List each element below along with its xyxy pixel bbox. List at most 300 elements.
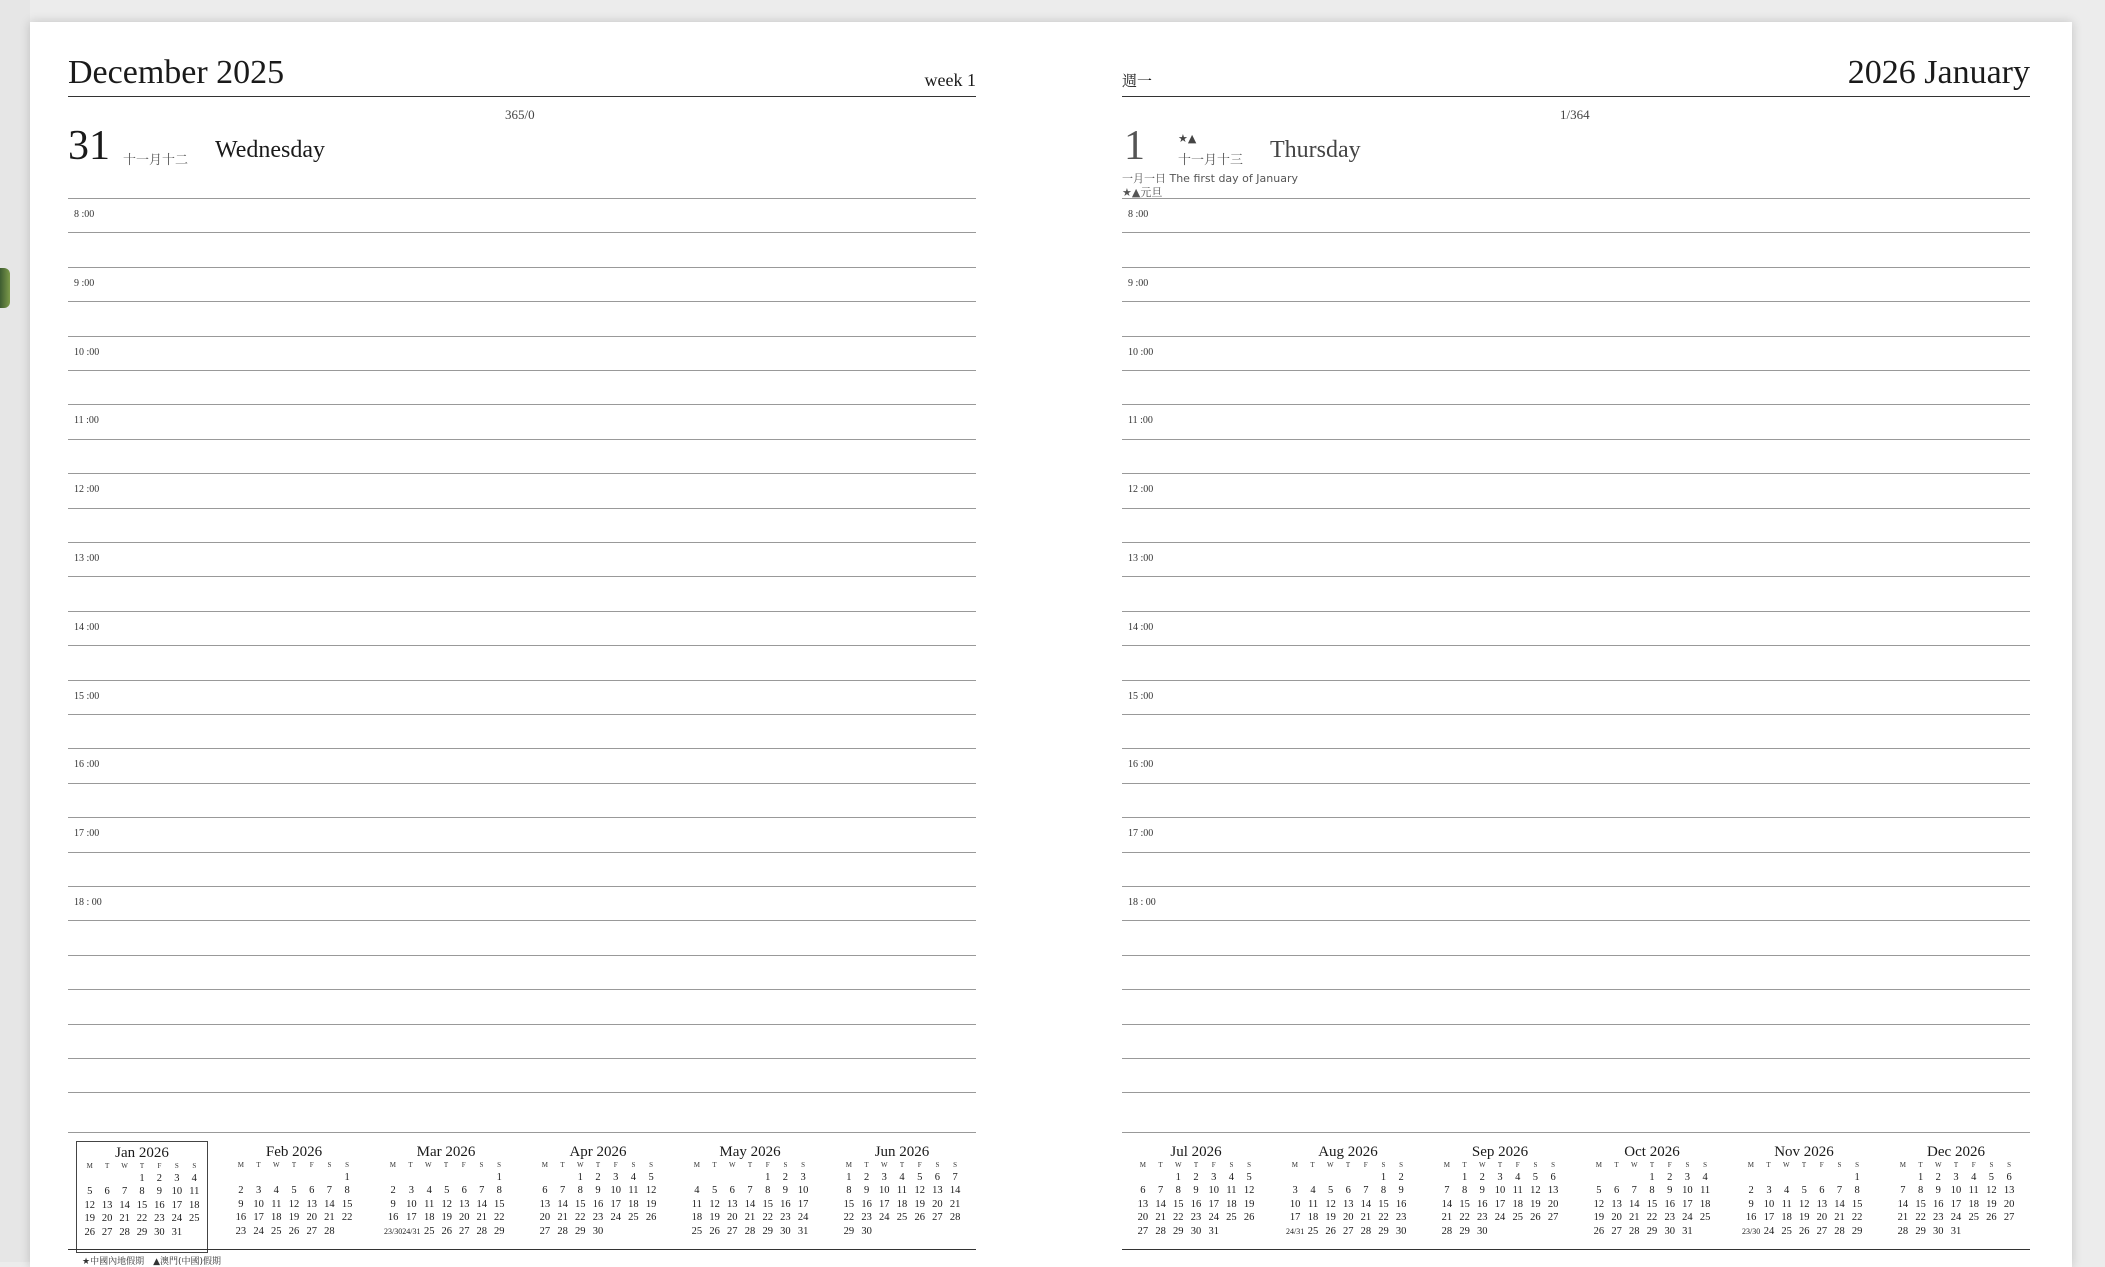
mini-calendar-day[interactable]: 25	[189, 1213, 200, 1225]
mini-calendar-day[interactable]: 12	[645, 1185, 657, 1197]
mini-calendar-day[interactable]: 28	[1360, 1225, 1372, 1237]
time-row[interactable]	[68, 714, 976, 749]
mini-calendar-day[interactable]: 23	[1395, 1212, 1407, 1224]
mini-calendar-day[interactable]: 27	[539, 1225, 551, 1237]
mini-calendar-day[interactable]: 2	[782, 1172, 789, 1183]
mini-calendar-day[interactable]: 17	[1494, 1198, 1506, 1210]
mini-calendar-day[interactable]: 17	[610, 1198, 621, 1210]
mini-calendar-day[interactable]: 19	[1593, 1212, 1605, 1224]
mini-calendar-day[interactable]: 16	[154, 1199, 165, 1211]
mini-calendar-day[interactable]: 23	[861, 1212, 872, 1224]
mini-calendar-day[interactable]: 7	[1444, 1185, 1450, 1197]
mini-calendar-day[interactable]: 29	[136, 1226, 148, 1238]
mini-calendar[interactable]	[836, 1141, 968, 1253]
mini-calendar-day[interactable]: 8	[1854, 1185, 1860, 1197]
mini-calendar-day[interactable]: 6	[729, 1185, 735, 1197]
time-row[interactable]	[1122, 1058, 2030, 1093]
mini-calendar-day[interactable]: 14	[1629, 1198, 1640, 1210]
mini-calendar-day[interactable]: 2	[1479, 1172, 1485, 1183]
mini-calendar-day[interactable]: 25	[1781, 1225, 1792, 1237]
mini-calendar-day[interactable]: 21	[1441, 1212, 1453, 1224]
mini-calendar-day[interactable]: 28	[557, 1225, 568, 1237]
mini-calendar-day[interactable]: 8	[1175, 1185, 1181, 1197]
mini-calendar-day[interactable]: 25	[271, 1225, 282, 1237]
mini-calendar-day[interactable]: 16	[1190, 1198, 1202, 1210]
mini-calendar-day[interactable]: 20	[727, 1212, 738, 1224]
mini-calendar-day[interactable]: 17	[879, 1198, 890, 1210]
mini-calendar-day[interactable]: 16	[1933, 1198, 1944, 1210]
mini-calendar-day[interactable]: 15	[762, 1198, 773, 1210]
mini-calendar-day[interactable]: 23	[1933, 1212, 1944, 1224]
mini-calendar-day[interactable]: 20	[932, 1198, 943, 1210]
mini-calendar-day[interactable]: 15	[493, 1198, 505, 1210]
mini-calendar-day[interactable]: 1	[577, 1172, 583, 1183]
mini-calendar-day[interactable]: 5	[291, 1185, 297, 1197]
mini-calendar[interactable]	[228, 1141, 360, 1253]
mini-calendar-day[interactable]: 14	[1360, 1198, 1372, 1210]
mini-calendar-day[interactable]: 15	[1915, 1198, 1926, 1210]
mini-calendar-day[interactable]: 11	[691, 1198, 702, 1210]
mini-calendar-day[interactable]: 10	[879, 1185, 890, 1197]
mini-calendar-day[interactable]: 13	[1547, 1185, 1559, 1197]
time-row[interactable]	[68, 817, 976, 852]
mini-calendar-day[interactable]: 2	[1667, 1172, 1673, 1183]
mini-calendar-day[interactable]: 16	[1745, 1212, 1757, 1224]
mini-calendar-day[interactable]: 26	[1243, 1212, 1255, 1224]
mini-calendar-day[interactable]: 3	[174, 1173, 180, 1184]
mini-calendar-day[interactable]: 1	[139, 1173, 145, 1184]
mini-calendar-day[interactable]: 2	[863, 1172, 870, 1183]
mini-calendar-day[interactable]: 26	[441, 1225, 452, 1237]
mini-calendar-day[interactable]: 1	[1380, 1172, 1387, 1183]
mini-calendar-day[interactable]: 22	[341, 1212, 353, 1224]
mini-calendar-day[interactable]: 15	[1173, 1198, 1184, 1210]
mini-calendar-day[interactable]: 9	[390, 1198, 396, 1210]
mini-calendar-day[interactable]: 18	[691, 1212, 703, 1224]
mini-calendar-day[interactable]: 28	[1155, 1225, 1166, 1237]
mini-calendar-day[interactable]: 12	[1799, 1198, 1810, 1210]
mini-calendar-day[interactable]: 7	[1157, 1185, 1164, 1197]
mini-calendar-day[interactable]: 5	[1328, 1185, 1334, 1197]
mini-calendar-day[interactable]: 2	[1398, 1172, 1404, 1183]
mini-calendar-day[interactable]: 8	[139, 1186, 145, 1198]
mini-calendar-day[interactable]: 4	[273, 1185, 279, 1197]
mini-calendar-day[interactable]: 22	[1851, 1212, 1863, 1224]
mini-calendar-day[interactable]: 11	[189, 1186, 200, 1198]
mini-calendar-day[interactable]: 25	[896, 1212, 908, 1224]
time-row[interactable]	[1122, 1024, 2030, 1059]
mini-calendar-day[interactable]: 10	[1289, 1198, 1301, 1210]
mini-calendar-day[interactable]: 10	[1208, 1185, 1219, 1197]
mini-calendar-day[interactable]: 29	[1646, 1225, 1658, 1237]
mini-calendar-day[interactable]: 9	[156, 1186, 163, 1198]
mini-calendar-day[interactable]: 28	[1834, 1225, 1845, 1237]
mini-calendar-day[interactable]: 6	[1345, 1185, 1351, 1197]
mini-calendar-day[interactable]: 24	[879, 1212, 890, 1224]
mini-calendar-day[interactable]: 20	[1816, 1212, 1828, 1224]
mini-calendar-day[interactable]: 3	[881, 1172, 887, 1183]
time-row[interactable]	[68, 198, 976, 233]
mini-calendar-day[interactable]: 25	[423, 1225, 435, 1237]
mini-calendar[interactable]	[1434, 1141, 1566, 1253]
mini-calendar-day[interactable]: 23	[780, 1212, 791, 1224]
time-row[interactable]	[68, 886, 976, 921]
mini-calendar-day[interactable]: 24	[1494, 1212, 1506, 1224]
time-row[interactable]	[68, 783, 976, 818]
time-row[interactable]	[68, 508, 976, 543]
mini-calendar-day[interactable]: 16	[387, 1212, 399, 1224]
mini-calendar-day[interactable]: 1	[344, 1172, 350, 1183]
mini-calendar-day[interactable]: 16	[1395, 1198, 1407, 1210]
mini-calendar-day[interactable]: 6	[1140, 1185, 1146, 1197]
mini-calendar-day[interactable]: 6	[309, 1185, 315, 1197]
time-row[interactable]	[1122, 473, 2030, 508]
time-row[interactable]	[1122, 439, 2030, 474]
mini-calendar-day[interactable]: 19	[1986, 1198, 1997, 1210]
time-row[interactable]	[68, 955, 976, 990]
mini-calendar-day[interactable]: 4	[694, 1185, 700, 1197]
mini-calendar-day[interactable]: 19	[1243, 1198, 1255, 1210]
mini-calendar-day[interactable]: 11	[424, 1198, 435, 1210]
mini-calendar-day[interactable]: 11	[628, 1185, 639, 1197]
mini-calendar-day[interactable]: 29	[1378, 1225, 1389, 1237]
mini-calendar-day[interactable]: 27	[1137, 1225, 1149, 1237]
mini-calendar-day[interactable]: 14	[324, 1198, 335, 1210]
mini-calendar-day[interactable]: 1	[1917, 1172, 1924, 1183]
mini-calendar-day[interactable]: 29	[1173, 1225, 1184, 1237]
mini-calendar-day[interactable]: 28	[324, 1225, 335, 1237]
mini-calendar-day[interactable]: 3	[1497, 1172, 1503, 1183]
time-row[interactable]	[68, 920, 976, 955]
mini-calendar-day[interactable]: 11	[896, 1185, 908, 1197]
mini-calendar-day[interactable]: 8	[1917, 1185, 1924, 1197]
mini-calendar[interactable]	[1282, 1141, 1414, 1253]
mini-calendar-day[interactable]: 27	[1611, 1225, 1622, 1237]
mini-calendar-day[interactable]: 25	[1307, 1225, 1319, 1237]
mini-calendar-day[interactable]: 24	[797, 1212, 809, 1224]
time-row[interactable]	[68, 852, 976, 887]
mini-calendar-day[interactable]: 7	[1900, 1185, 1906, 1197]
mini-calendar-day[interactable]: 12	[84, 1199, 95, 1211]
mini-calendar-day[interactable]: 14	[1441, 1198, 1453, 1210]
mini-calendar-day[interactable]: 23/30	[384, 1226, 403, 1236]
time-row[interactable]	[1122, 232, 2030, 267]
mini-calendar-day[interactable]: 29	[762, 1225, 773, 1237]
mini-calendar-day[interactable]: 24	[1763, 1225, 1775, 1237]
time-row[interactable]	[68, 542, 976, 577]
mini-calendar-day[interactable]: 17	[1950, 1198, 1962, 1210]
mini-calendar-day[interactable]: 26	[1593, 1225, 1605, 1237]
time-row[interactable]	[68, 1024, 976, 1059]
mini-calendar-day[interactable]: 6	[104, 1186, 110, 1198]
mini-calendar-day[interactable]: 26	[1530, 1212, 1541, 1224]
mini-calendar-day[interactable]: 9	[238, 1198, 244, 1210]
time-row[interactable]	[68, 267, 976, 302]
mini-calendar-day[interactable]: 15	[341, 1198, 353, 1210]
mini-calendar-day[interactable]: 21	[1629, 1212, 1640, 1224]
mini-calendar-day[interactable]: 9	[782, 1185, 789, 1197]
mini-calendar-day[interactable]: 26	[1986, 1212, 1997, 1224]
mini-calendar-day[interactable]: 15	[843, 1198, 855, 1210]
mini-calendar-day[interactable]: 13	[1343, 1198, 1354, 1210]
mini-calendar-day[interactable]: 3	[255, 1185, 262, 1197]
time-row[interactable]	[68, 473, 976, 508]
mini-calendar-day[interactable]: 24/31	[402, 1226, 421, 1236]
mini-calendar-day[interactable]: 8	[846, 1185, 852, 1197]
mini-calendar-day[interactable]: 28	[476, 1225, 487, 1237]
mini-calendar-day[interactable]: 14	[557, 1198, 568, 1210]
mini-calendar-day[interactable]: 1	[1175, 1172, 1181, 1183]
mini-calendar-day[interactable]: 13	[932, 1185, 943, 1197]
mini-calendar-day[interactable]: 6	[542, 1185, 548, 1197]
mini-calendar-day[interactable]: 8	[496, 1185, 502, 1197]
mini-calendar-day[interactable]: 1	[1461, 1172, 1468, 1183]
time-row[interactable]	[1122, 817, 2030, 852]
mini-calendar[interactable]	[380, 1141, 512, 1253]
time-row[interactable]	[1122, 714, 2030, 749]
mini-calendar-day[interactable]: 13	[1611, 1198, 1622, 1210]
time-row[interactable]	[1122, 783, 2030, 818]
mini-calendar-day[interactable]: 7	[747, 1185, 753, 1197]
mini-calendar-day[interactable]: 24	[171, 1213, 183, 1225]
time-row[interactable]	[1122, 267, 2030, 302]
mini-calendar-day[interactable]: 20	[306, 1212, 317, 1224]
mini-calendar-day[interactable]: 25	[1699, 1212, 1711, 1224]
mini-calendar-day[interactable]: 13	[458, 1198, 470, 1210]
mini-calendar-day[interactable]: 19	[441, 1212, 452, 1224]
time-row[interactable]	[1122, 404, 2030, 439]
mini-calendar-day[interactable]: 5	[917, 1172, 923, 1183]
mini-calendar-day[interactable]: 5	[1246, 1172, 1252, 1183]
mini-calendar-day[interactable]: 24	[1682, 1212, 1693, 1224]
mini-calendar-day[interactable]: 22	[575, 1212, 586, 1224]
mini-calendar-day[interactable]: 28	[1897, 1225, 1909, 1237]
mini-calendar-day[interactable]: 15	[136, 1199, 148, 1211]
time-row[interactable]	[68, 748, 976, 783]
mini-calendar-day[interactable]: 4	[1702, 1172, 1708, 1183]
mini-calendar[interactable]	[532, 1141, 664, 1253]
mini-calendar-day[interactable]: 30	[1395, 1225, 1407, 1237]
mini-calendar-day[interactable]: 14	[744, 1198, 756, 1210]
mini-calendar-day[interactable]: 3	[800, 1172, 806, 1183]
mini-calendar-day[interactable]: 15	[1378, 1198, 1389, 1210]
mini-calendar-day[interactable]: 26	[645, 1212, 657, 1224]
mini-calendar-day[interactable]: 9	[1667, 1185, 1673, 1197]
mini-calendar-day[interactable]: 24	[1208, 1212, 1219, 1224]
mini-calendar-day[interactable]: 6	[1819, 1185, 1825, 1197]
mini-calendar-day[interactable]: 24/31	[1286, 1226, 1305, 1236]
mini-calendar-day[interactable]: 31	[1950, 1225, 1962, 1237]
mini-calendar-day[interactable]: 29	[843, 1225, 855, 1237]
time-row[interactable]	[1122, 748, 2030, 783]
mini-calendar-day[interactable]: 10	[253, 1198, 264, 1210]
mini-calendar-day[interactable]: 23	[592, 1212, 604, 1224]
time-row[interactable]	[68, 1058, 976, 1093]
time-row[interactable]	[1122, 955, 2030, 990]
mini-calendar-day[interactable]: 31	[171, 1226, 183, 1238]
mini-calendar-day[interactable]: 12	[914, 1185, 925, 1197]
mini-calendar-day[interactable]: 7	[326, 1185, 333, 1197]
mini-calendar-day[interactable]: 10	[1682, 1185, 1693, 1197]
mini-calendar-day[interactable]: 27	[458, 1225, 470, 1237]
mini-calendar-day[interactable]: 22	[136, 1213, 148, 1225]
mini-calendar-day[interactable]: 21	[119, 1213, 130, 1225]
mini-calendar-day[interactable]: 3	[1766, 1185, 1772, 1197]
mini-calendar-day[interactable]: 13	[539, 1198, 551, 1210]
time-row[interactable]	[68, 989, 976, 1024]
mini-calendar-day[interactable]: 13	[306, 1198, 317, 1210]
mini-calendar-day[interactable]: 18	[1968, 1198, 1979, 1210]
mini-calendar[interactable]	[1130, 1141, 1262, 1253]
mini-calendar-day[interactable]: 7	[1836, 1185, 1843, 1197]
mini-calendar[interactable]	[76, 1141, 208, 1253]
mini-calendar-day[interactable]: 29	[1915, 1225, 1926, 1237]
mini-calendar-day[interactable]: 8	[1380, 1185, 1387, 1197]
mini-calendar-day[interactable]: 9	[1935, 1185, 1941, 1197]
mini-calendar-day[interactable]: 12	[709, 1198, 720, 1210]
mini-calendar-day[interactable]: 5	[1801, 1185, 1807, 1197]
time-row[interactable]	[1122, 989, 2030, 1024]
mini-calendar-day[interactable]: 30	[1190, 1225, 1202, 1237]
mini-calendar-day[interactable]: 13	[727, 1198, 738, 1210]
mini-calendar-day[interactable]: 29	[575, 1225, 586, 1237]
mini-calendar-day[interactable]: 6	[934, 1172, 941, 1183]
mini-calendar-day[interactable]: 8	[577, 1185, 583, 1197]
mini-calendar-day[interactable]: 19	[645, 1198, 657, 1210]
time-row[interactable]	[68, 370, 976, 405]
mini-calendar-day[interactable]: 7	[1631, 1185, 1637, 1197]
mini-calendar-day[interactable]: 23	[235, 1225, 247, 1237]
mini-calendar-day[interactable]: 7	[121, 1186, 128, 1198]
mini-calendar-day[interactable]: 4	[1971, 1172, 1977, 1183]
mini-calendar-day[interactable]: 19	[288, 1212, 300, 1224]
mini-calendar-day[interactable]: 2	[595, 1172, 601, 1183]
time-row[interactable]	[1122, 645, 2030, 680]
mini-calendar-day[interactable]: 28	[119, 1226, 130, 1238]
mini-calendar-day[interactable]: 16	[235, 1212, 247, 1224]
mini-calendar-day[interactable]: 21	[1897, 1212, 1909, 1224]
mini-calendar-day[interactable]: 25	[1512, 1212, 1523, 1224]
mini-calendar-day[interactable]: 7	[559, 1185, 566, 1197]
mini-calendar-day[interactable]: 11	[1512, 1185, 1523, 1197]
time-row[interactable]	[68, 404, 976, 439]
mini-calendar-day[interactable]: 22	[843, 1212, 855, 1224]
mini-calendar-day[interactable]: 8	[344, 1185, 350, 1197]
mini-calendar-day[interactable]: 20	[458, 1212, 470, 1224]
mini-calendar-day[interactable]: 4	[426, 1185, 432, 1197]
time-row[interactable]	[68, 232, 976, 267]
mini-calendar-day[interactable]: 27	[306, 1225, 317, 1237]
mini-calendar-day[interactable]: 22	[1459, 1212, 1470, 1224]
mini-calendar-day[interactable]: 7	[952, 1172, 958, 1183]
mini-calendar-day[interactable]: 15	[1646, 1198, 1658, 1210]
mini-calendar-day[interactable]: 21	[1834, 1212, 1845, 1224]
mini-calendar-day[interactable]: 27	[1343, 1225, 1354, 1237]
mini-calendar-day[interactable]: 18	[1512, 1198, 1523, 1210]
mini-calendar-day[interactable]: 18	[628, 1198, 639, 1210]
mini-calendar-day[interactable]: 21	[949, 1198, 961, 1210]
mini-calendar-day[interactable]: 21	[324, 1212, 335, 1224]
mini-calendar-day[interactable]: 18	[189, 1199, 200, 1211]
mini-calendar-day[interactable]: 25	[628, 1212, 639, 1224]
mini-calendar-day[interactable]: 16	[592, 1198, 604, 1210]
mini-calendar-day[interactable]: 10	[1763, 1198, 1775, 1210]
mini-calendar-day[interactable]: 19	[84, 1213, 95, 1225]
mini-calendar-day[interactable]: 20	[1611, 1212, 1622, 1224]
mini-calendar-day[interactable]: 20	[2003, 1198, 2015, 1210]
mini-calendar-day[interactable]: 2	[1748, 1185, 1754, 1197]
mini-calendar-day[interactable]: 14	[949, 1185, 961, 1197]
mini-calendar-day[interactable]: 6	[2006, 1172, 2012, 1183]
mini-calendar-day[interactable]: 16	[1664, 1198, 1675, 1210]
mini-calendar-day[interactable]: 17	[797, 1198, 809, 1210]
mini-calendar-day[interactable]: 6	[1613, 1185, 1620, 1197]
mini-calendar-day[interactable]: 4	[1784, 1185, 1790, 1197]
mini-calendar-day[interactable]: 7	[1363, 1185, 1369, 1197]
mini-calendar-day[interactable]: 16	[1477, 1198, 1488, 1210]
mini-calendar-day[interactable]: 19	[1325, 1212, 1336, 1224]
mini-calendar-day[interactable]: 25	[1968, 1212, 1979, 1224]
mini-calendar-day[interactable]: 4	[899, 1172, 905, 1183]
mini-calendar-day[interactable]: 13	[1816, 1198, 1828, 1210]
mini-calendar-day[interactable]: 30	[1477, 1225, 1488, 1237]
mini-calendar-day[interactable]: 17	[1289, 1212, 1301, 1224]
mini-calendar-day[interactable]: 13	[2003, 1185, 2015, 1197]
mini-calendar-day[interactable]: 18	[1226, 1198, 1237, 1210]
mini-calendar-day[interactable]: 3	[613, 1172, 619, 1183]
mini-calendar-day[interactable]: 31	[797, 1225, 809, 1237]
mini-calendar-day[interactable]: 25	[1226, 1212, 1237, 1224]
mini-calendar-day[interactable]: 20	[539, 1212, 551, 1224]
mini-calendar-day[interactable]: 20	[1137, 1212, 1149, 1224]
mini-calendar-day[interactable]: 10	[610, 1185, 621, 1197]
mini-calendar-day[interactable]: 15	[575, 1198, 586, 1210]
mini-calendar-day[interactable]: 26	[1325, 1225, 1336, 1237]
mini-calendar-day[interactable]: 9	[595, 1185, 601, 1197]
mini-calendar-day[interactable]: 8	[765, 1185, 771, 1197]
mini-calendar-day[interactable]: 20	[101, 1213, 113, 1225]
mini-calendar-day[interactable]: 5	[648, 1172, 654, 1183]
mini-calendar-day[interactable]: 9	[1193, 1185, 1199, 1197]
mini-calendar-day[interactable]: 27	[727, 1225, 738, 1237]
mini-calendar-day[interactable]: 1	[1854, 1172, 1860, 1183]
mini-calendar-day[interactable]: 5	[444, 1185, 450, 1197]
time-row[interactable]	[1122, 576, 2030, 611]
mini-calendar-day[interactable]: 14	[119, 1199, 130, 1211]
mini-calendar-day[interactable]: 9	[1748, 1198, 1754, 1210]
time-row[interactable]	[1122, 920, 2030, 955]
mini-calendar-day[interactable]: 22	[1173, 1212, 1184, 1224]
mini-calendar-day[interactable]: 3	[1292, 1185, 1298, 1197]
mini-calendar-day[interactable]: 5	[87, 1186, 93, 1198]
mini-calendar-day[interactable]: 27	[2003, 1212, 2015, 1224]
mini-calendar-day[interactable]: 2	[238, 1185, 244, 1197]
mini-calendar-day[interactable]: 19	[709, 1212, 720, 1224]
mini-calendar-day[interactable]: 2	[1935, 1172, 1941, 1183]
time-row[interactable]	[1122, 611, 2030, 646]
mini-calendar-day[interactable]: 27	[1547, 1212, 1559, 1224]
mini-calendar[interactable]	[1586, 1141, 1718, 1253]
mini-calendar-day[interactable]: 17	[1763, 1212, 1775, 1224]
mini-calendar-day[interactable]: 17	[1208, 1198, 1219, 1210]
mini-calendar-day[interactable]: 28	[1441, 1225, 1453, 1237]
mini-calendar-day[interactable]: 6	[461, 1185, 467, 1197]
mini-calendar-day[interactable]: 1	[765, 1172, 771, 1183]
mini-calendar-day[interactable]: 14	[1155, 1198, 1166, 1210]
mini-calendar-day[interactable]: 31	[1208, 1225, 1219, 1237]
mini-calendar-day[interactable]: 24	[253, 1225, 264, 1237]
mini-calendar-day[interactable]: 28	[1629, 1225, 1640, 1237]
